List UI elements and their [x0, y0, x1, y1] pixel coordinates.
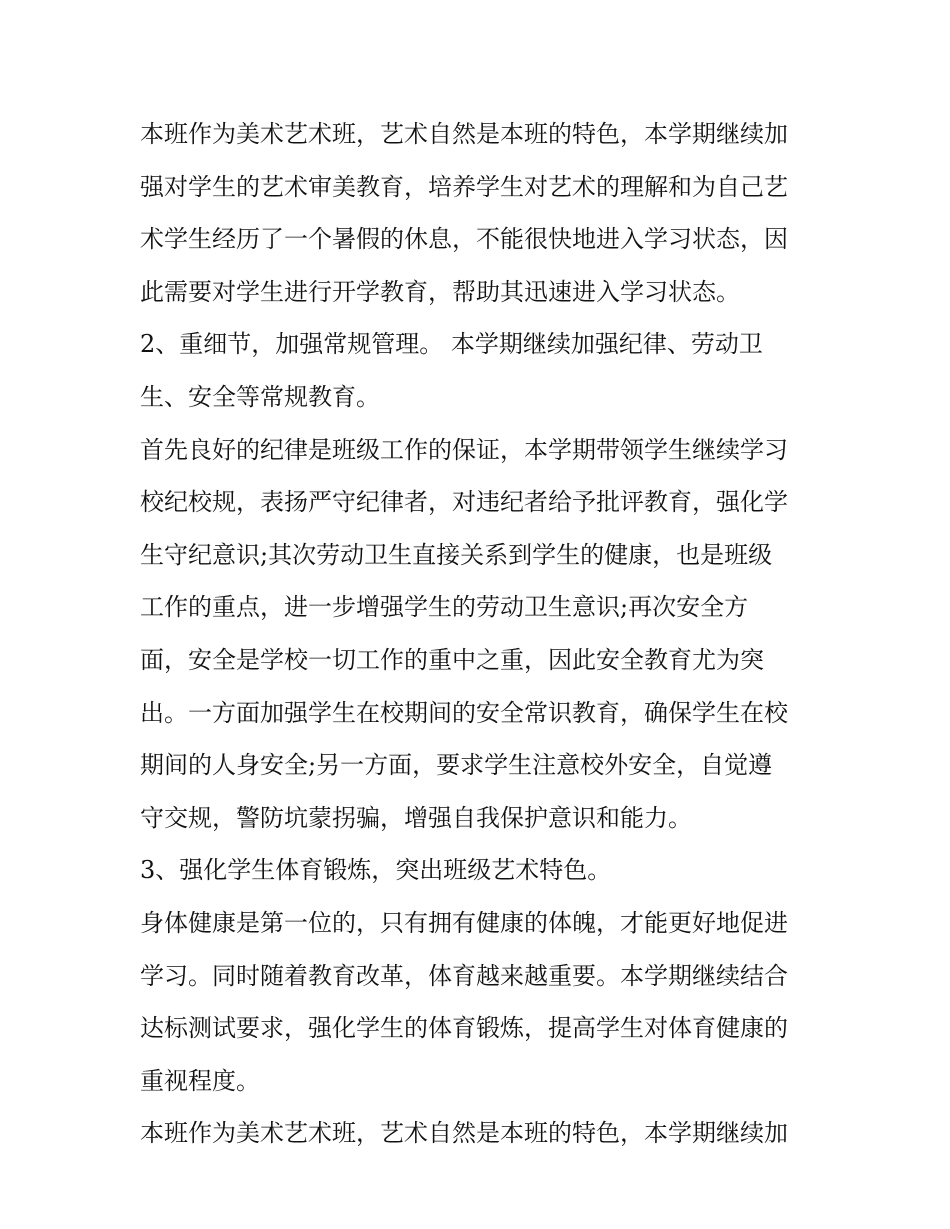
text-line: 工作的重点，进一步增强学生的劳动卫生意识;再次安全方 [140, 593, 749, 622]
text-line: 首先良好的纪律是班级工作的保证，本学期带领学生继续学习 [140, 435, 788, 464]
text-line: 术学生经历了一个暑假的休息，不能很快地进入学习状态，因 [140, 225, 788, 254]
text-line: 此需要对学生进行开学教育，帮助其迅速进入学习状态。 [140, 277, 740, 306]
text-line: 强对学生的艺术审美教育，培养学生对艺术的理解和为自己艺 [140, 172, 788, 201]
text-line: 守交规，警防坑蒙拐骗，增强自我保护意识和能力。 [140, 803, 692, 832]
text-line: 达标测试要求，强化学生的体育锻炼，提高学生对体育健康的 [140, 1014, 788, 1043]
text-line: 生、安全等常规教育。 [140, 382, 380, 411]
text-line: 本班作为美术艺术班，艺术自然是本班的特色，本学期继续加 [140, 1119, 788, 1148]
section-heading-3: 3、强化学生体育锻炼，突出班级艺术特色。 [140, 856, 612, 885]
text-line: 学习。同时随着教育改革，体育越来越重要。本学期继续结合 [140, 961, 788, 990]
section-heading-2: 2、重细节，加强常规管理。 本学期继续加强纪律、劳动卫 [140, 330, 763, 359]
text-line: 校纪校规，表扬严守纪律者，对违纪者给予批评教育，强化学 [140, 488, 788, 517]
text-line: 期间的人身安全;另一方面，要求学生注意校外安全，自觉遵 [140, 751, 773, 780]
document-body [140, 108, 830, 1160]
text-line: 面，安全是学校一切工作的重中之重，因此安全教育尤为突 [140, 645, 764, 674]
text-line: 身体健康是第一位的，只有拥有健康的体魄，才能更好地促进 [140, 908, 788, 937]
text-line: 出。一方面加强学生在校期间的安全常识教育，确保学生在校 [140, 698, 788, 727]
text-line: 生守纪意识;其次劳动卫生直接关系到学生的健康，也是班级 [140, 540, 773, 569]
text-line: 本班作为美术艺术班，艺术自然是本班的特色，本学期继续加 [140, 120, 788, 148]
text-line: 重视程度。 [140, 1066, 260, 1095]
